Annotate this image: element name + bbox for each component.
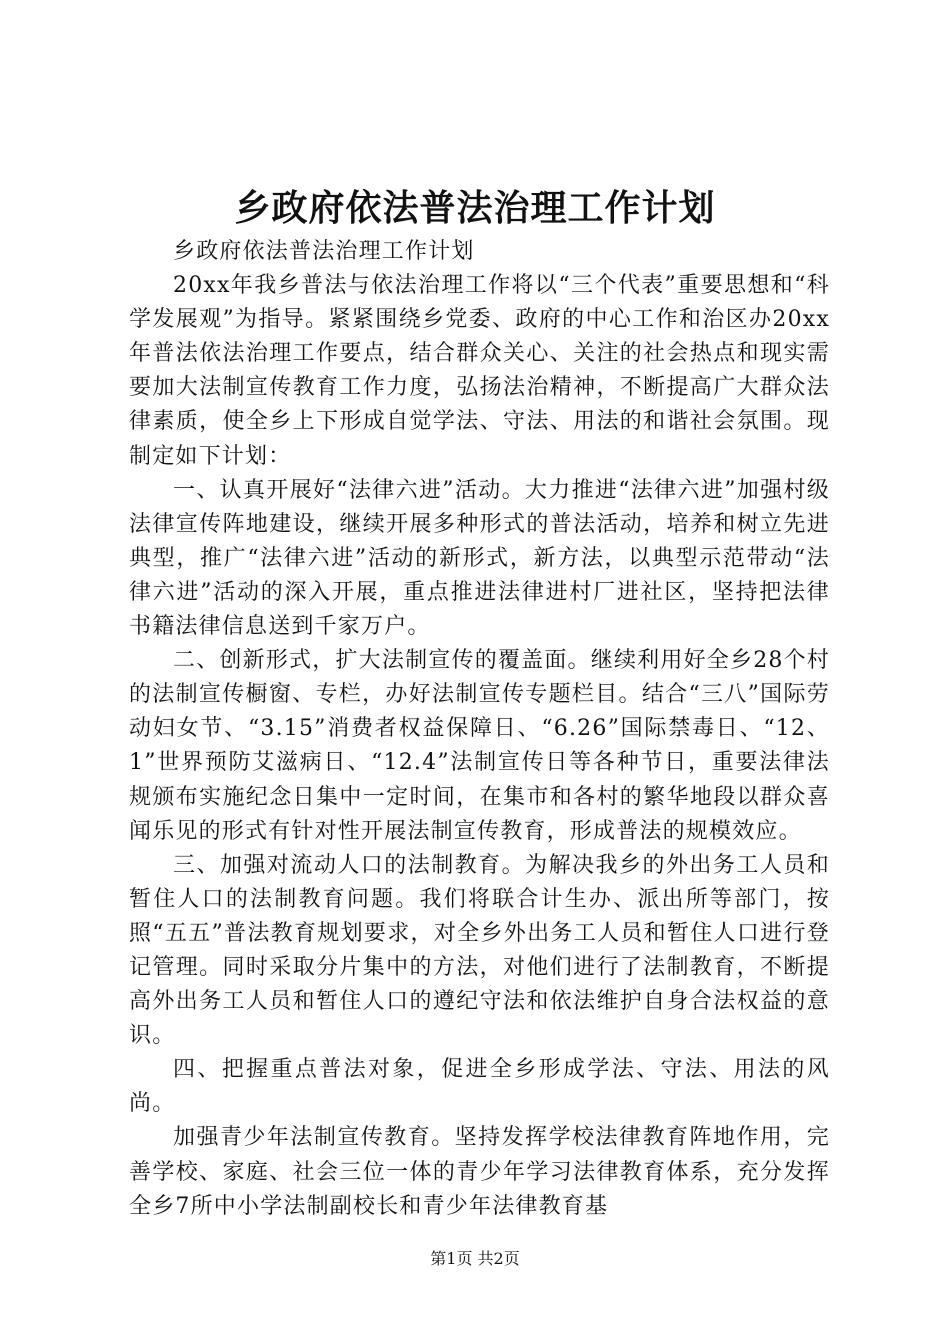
document-subtitle: 乡政府依法普法治理工作计划	[173, 239, 475, 264]
document-title: 乡政府依法普法治理工作计划	[234, 187, 716, 229]
paragraph-section-2: 二、创新形式，扩大法制宣传的覆盖面。继续利用好全乡28个村的法制宣传橱窗、专栏，办好法制宣传专题栏目。结合“三八”国际劳动妇女节、“3.15”消费者权益保障日、“6.26”国际禁毒日、“12、1”世界预防艾滋病日、“12.4”法制宣传日等各种节日，重要法律法规颁布实施纪念日集中一定时间，在集市和各村的繁华地段以群众喜闻乐见的形式有针对性开展法制宣传教育，形成普法的规模效应。	[129, 648, 830, 844]
paragraph-youth-education: 加强青少年法制宣传教育。坚持发挥学校法律教育阵地作用，完善学校、家庭、社会三位一体的青少年学习法律教育体系，充分发挥全乡7所中小学法制副校长和青少年法律教育基	[129, 1125, 830, 1219]
paragraph-section-1: 一、认真开展好“法律六进”活动。大力推进“法律六进”加强村级法律宣传阵地建设，继续开展多种形式的普法活动，培养和树立先进典型，推广“法律六进”活动的新形式，新方法，以典型示范带动“法律六进”活动的深入开展，重点推进法律进村厂进社区，坚持把法律书籍法律信息送到千家万户。	[129, 477, 830, 640]
paragraph-intro: 20xx年我乡普法与依法治理工作将以“三个代表”重要思想和“科学发展观”为指导。紧紧围绕乡党委、政府的中心工作和治区办20xx年普法依法治理工作要点，结合群众关心、关注的社会热点和现实需要加大法制宣传教育工作力度，弘扬法治精神，不断提高广大群众法律素质，使全乡上下形成自觉学法、守法、用法的和谐社会氛围。现制定如下计划：	[129, 273, 830, 469]
document-body	[129, 235, 830, 1224]
page-footer: 第1页 共2页	[430, 1249, 520, 1268]
paragraph-section-3: 三、加强对流动人口的法制教育。为解决我乡的外出务工人员和暂住人口的法制教育问题。我们将联合计生办、派出所等部门，按照“五五”普法教育规划要求，对全乡外出务工人员和暂住人口进行登记管理。同时采取分片集中的方法，对他们进行了法制教育，不断提高外出务工人员和暂住人口的遵纪守法和依法维护自身合法权益的意识。	[129, 852, 830, 1049]
paragraph-section-4: 四、把握重点普法对象，促进全乡形成学法、守法、用法的风尚。	[129, 1057, 830, 1117]
